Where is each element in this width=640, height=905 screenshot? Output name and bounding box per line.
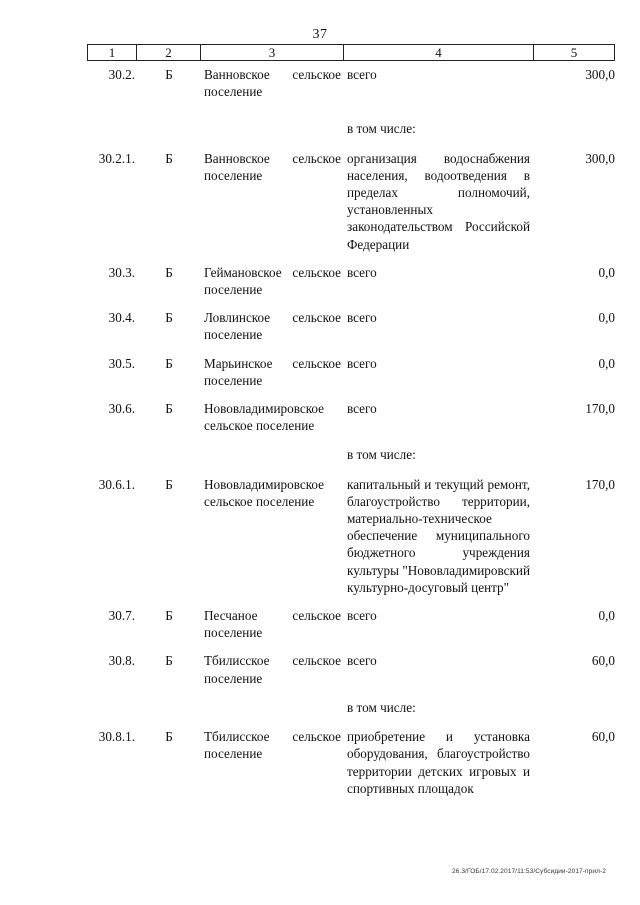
row-number: 30.6. bbox=[108, 401, 135, 417]
table-row bbox=[87, 607, 615, 641]
table-row bbox=[87, 66, 615, 100]
row-letter: Б bbox=[165, 355, 173, 371]
amount-value: 300,0 bbox=[585, 150, 615, 166]
purpose-text: всего bbox=[347, 67, 377, 82]
settlement-name: Нововладимировское сельское поселение bbox=[204, 401, 325, 434]
amount-value: 60,0 bbox=[591, 729, 615, 745]
including-label: в том числе: bbox=[347, 121, 416, 137]
row-number: 30.6.1. bbox=[98, 476, 135, 492]
settlement-name: Геймановское сельское поселение bbox=[204, 264, 341, 298]
column-number-4: 4 bbox=[344, 45, 534, 60]
purpose-text: всего bbox=[347, 355, 377, 371]
purpose-text: всего bbox=[347, 401, 377, 417]
settlement-name: Песчаное сельское поселение bbox=[204, 608, 341, 641]
column-number-3: 3 bbox=[201, 45, 344, 60]
row-number: 30.8. bbox=[108, 653, 135, 669]
table-row bbox=[87, 728, 615, 797]
amount-value: 170,0 bbox=[585, 401, 615, 417]
amount-value: 300,0 bbox=[585, 67, 615, 82]
amount-value: 60,0 bbox=[591, 653, 615, 669]
row-letter: Б bbox=[165, 264, 173, 280]
amount-value: 170,0 bbox=[585, 476, 615, 492]
amount-value: 0,0 bbox=[598, 264, 615, 280]
row-number: 30.2.1. bbox=[98, 150, 135, 166]
row-letter: Б bbox=[165, 67, 173, 82]
amount-value: 0,0 bbox=[598, 355, 615, 371]
row-number: 30.2. bbox=[108, 67, 135, 82]
purpose-text: всего bbox=[347, 264, 377, 280]
settlement-name: Марьинское сельское поселение bbox=[204, 355, 341, 388]
column-number-1: 1 bbox=[88, 45, 137, 60]
row-letter: Б bbox=[165, 608, 173, 624]
purpose-text: приобретение и установка оборудования, благоустройство территории детских игровых и спортивных площадок bbox=[347, 729, 530, 796]
row-number: 30.3. bbox=[108, 264, 135, 280]
row-number: 30.5. bbox=[108, 355, 135, 371]
table-row bbox=[87, 400, 615, 434]
purpose-text: организация водоснабжения населения, водоотведения в пределах полномочий, установленных законодательством Российской Федерации bbox=[347, 150, 530, 252]
purpose-text: всего bbox=[347, 310, 377, 326]
subsidy-table bbox=[87, 66, 615, 797]
amount-value: 0,0 bbox=[598, 608, 615, 624]
row-letter: Б bbox=[165, 401, 173, 417]
table-row bbox=[87, 309, 615, 343]
settlement-name: Тбилисское сельское поселение bbox=[204, 653, 341, 686]
settlement-name: Ванновское сельское поселение bbox=[204, 67, 341, 100]
row-letter: Б bbox=[165, 729, 173, 745]
amount-value: 0,0 bbox=[598, 310, 615, 326]
table-row bbox=[87, 150, 615, 253]
row-number: 30.4. bbox=[108, 310, 135, 326]
table-row bbox=[87, 264, 615, 298]
column-number-header bbox=[87, 44, 615, 61]
table-row bbox=[87, 355, 615, 389]
purpose-text: всего bbox=[347, 608, 377, 624]
row-number: 30.8.1. bbox=[98, 729, 135, 745]
table-row bbox=[87, 476, 615, 596]
including-label: в том числе: bbox=[347, 699, 416, 715]
row-letter: Б bbox=[165, 653, 173, 669]
including-label: в том числе: bbox=[347, 447, 416, 463]
table-row bbox=[87, 652, 615, 686]
settlement-name: Ванновское сельское поселение bbox=[204, 150, 341, 183]
purpose-text: всего bbox=[347, 653, 377, 669]
settlement-name: Тбилисское сельское поселение bbox=[204, 729, 341, 762]
page-number: 37 bbox=[312, 27, 328, 42]
settlement-name: Ловлинское сельское поселение bbox=[204, 310, 341, 343]
purpose-text: капитальный и текущий ремонт, благоустройство территории, материально-техническое обеспечение муниципального бюджетного учреждения культуры "Нововладимировский культурно-досуговый центр" bbox=[347, 476, 530, 595]
column-number-2: 2 bbox=[137, 45, 201, 60]
row-letter: Б bbox=[165, 476, 173, 492]
settlement-name: Нововладимировское сельское поселение bbox=[204, 476, 325, 509]
row-letter: Б bbox=[165, 310, 173, 326]
column-number-5: 5 bbox=[570, 45, 578, 60]
document-footer-code: 26.3/ГОБ/17.02.2017/11:53/Субсидии-2017-прил-2 bbox=[452, 868, 606, 875]
row-letter: Б bbox=[165, 150, 173, 166]
row-number: 30.7. bbox=[108, 608, 135, 624]
